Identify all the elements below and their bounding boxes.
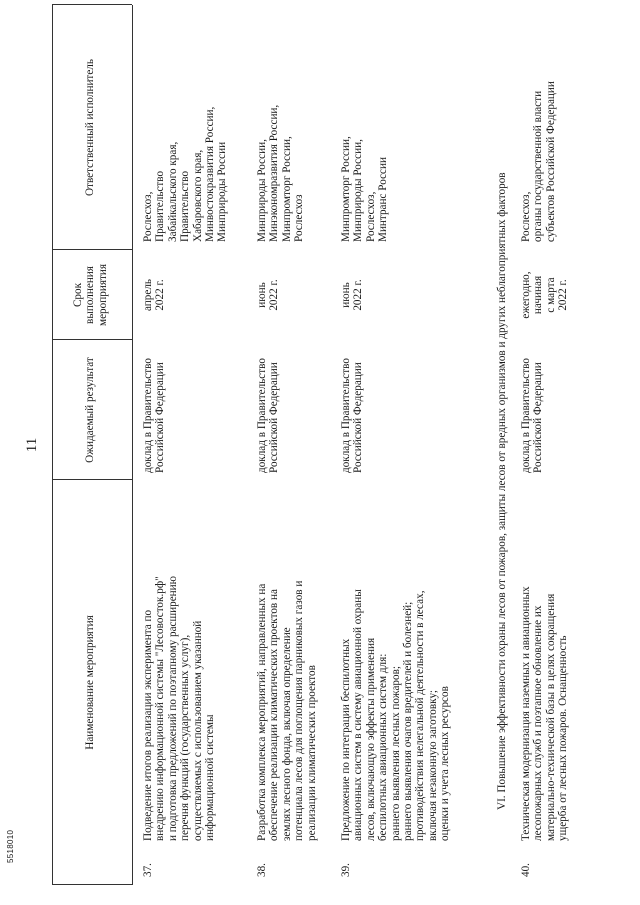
document-page <box>20 5 620 885</box>
header-result: Ожидаемый результат <box>84 357 96 463</box>
header-name: Наименование мероприятия <box>84 615 96 750</box>
row-37-executor: Рослесхоз, Правительство Забайкальского края, Правительство Хабаровского края, Минвостокразвития России, Минприроды России <box>142 106 229 242</box>
row-37-deadline: апрель 2022 г. <box>142 278 167 312</box>
row-40-executor: Рослесхоз, органы государственной власти субъектов Российской Федерации <box>520 81 557 242</box>
row-37-number: 37. <box>142 863 154 877</box>
row-40-deadline: ежегодно, начиная с марта 2022 г. <box>520 271 570 319</box>
row-39-result: доклад в Правительство Российской Федерации <box>340 358 365 473</box>
row-39-executor: Минпромторг России, Минприроды России, Рослесхоз, Минтранс России <box>340 136 390 242</box>
row-39-name: Предложение по интеграции беспилотных авиационных систем в систему авиационной охраны лесов, включающую эффекты применения беспилотных авиационных систем для: раннего выявления лесных пожаров; раннего выявления очагов вредителей и болезней; противодействия нелегальной деятельности в лесах, включая незаконную заготовку; оценки и учета лесных ресурсов <box>340 589 452 841</box>
row-40-result: доклад в Правительство Российской Федерации <box>520 358 545 473</box>
row-38-name: Разработка комплекса мероприятий, направленных на обеспечение реализации климатических проектов на землях лесного фонда, включая определение потенциала лесов для поглощения парниковых газов и реализации климатических проектов <box>256 580 318 841</box>
row-39-deadline: июнь 2022 г. <box>340 279 365 311</box>
row-40-number: 40. <box>520 863 532 877</box>
row-38-result: доклад в Правительство Российской Федерации <box>256 358 281 473</box>
row-38-number: 38. <box>256 863 268 877</box>
row-38-deadline: июнь 2022 г. <box>256 279 281 311</box>
page-number: 11 <box>24 437 40 453</box>
row-39-number: 39. <box>340 863 352 877</box>
row-38-executor: Минприроды России, Минэкономразвития России, Минпромторг России, Рослесхоз <box>256 104 306 242</box>
header-bottom-border <box>132 5 133 885</box>
row-37-name: Подведение итогов реализации эксперимента по внедрению информационной системы "Лесовосток.рф" и подготовка предложений по поэтапному расширению перечня функций (государственных услуг), осуществляемых с использованием указанной информационной системы <box>142 575 217 841</box>
row-37-result: доклад в Правительство Российской Федерации <box>142 358 167 473</box>
row-40-name: Техническая модернизация наземных и авиационных лесопожарных служб и поэтапное обновление их материально-технической базы в целях сокращения ущерба от лесных пожаров. Оснащенность <box>520 586 570 841</box>
section-heading: VI. Повышение эффективности охраны лесов от пожаров, защиты лесов от вредных организмов и других неблагоприятных факторов <box>496 172 508 810</box>
header-executor: Ответственный исполнитель <box>84 59 96 196</box>
document-code: 5518010 <box>6 829 15 863</box>
header-deadline: Срок выполнения мероприятия <box>72 264 109 326</box>
table-top-border <box>52 5 53 885</box>
